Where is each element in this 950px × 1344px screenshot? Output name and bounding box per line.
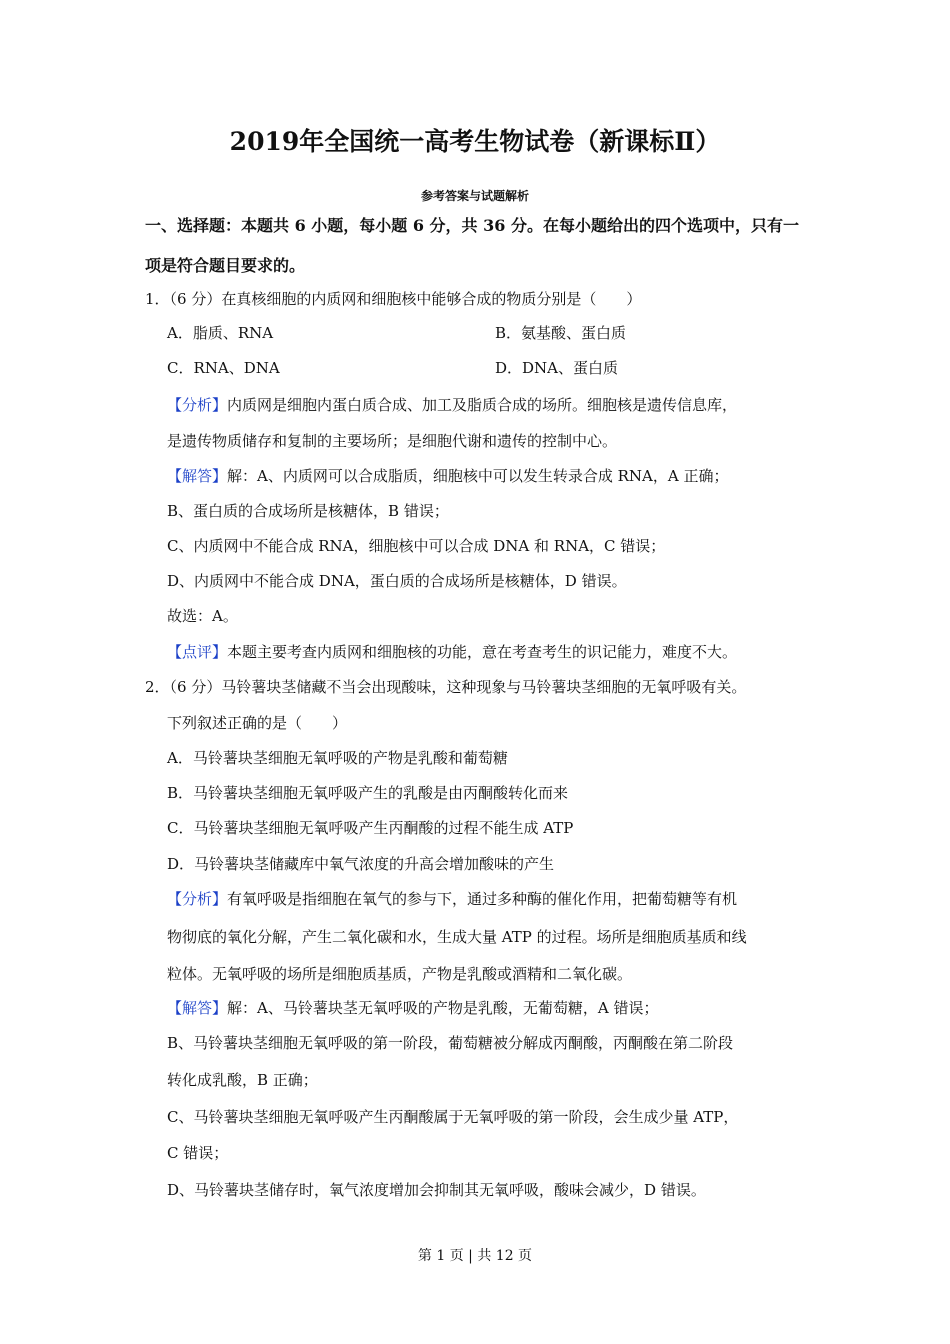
q2-option-c: C．马铃薯块茎细胞无氧呼吸产生丙酮酸的过程不能生成 ATP bbox=[167, 819, 574, 837]
q2-option-b: B．马铃薯块茎细胞无氧呼吸产生的乳酸是由丙酮酸转化而来 bbox=[167, 784, 569, 802]
q1-comment-text: 本题主要考查内质网和细胞核的功能，意在考查考生的识记能力，难度不大。 bbox=[227, 643, 738, 661]
q1-comment-line bbox=[167, 642, 737, 662]
q1-answer-text-1: 解：A、内质网可以合成脂质，细胞核中可以发生转录合成 RNA，A 正确； bbox=[227, 467, 729, 485]
q2-analysis-line-3: 粒体。无氧呼吸的场所是细胞质基质，产物是乳酸或酒精和二氧化碳。 bbox=[167, 965, 633, 983]
q1-option-b: B．氨基酸、蛋白质 bbox=[495, 324, 627, 342]
q1-analysis-line-2: 是遗传物质储存和复制的主要场所；是细胞代谢和遗传的控制中心。 bbox=[167, 432, 618, 450]
q1-answer-tag: 【解答】 bbox=[167, 467, 228, 485]
q1-stem: 1．（6 分）在真核细胞的内质网和细胞核中能够合成的物质分别是（ ） bbox=[145, 290, 642, 308]
q2-analysis-tag: 【分析】 bbox=[167, 890, 228, 908]
q1-answer-line-3: C、内质网中不能合成 RNA，细胞核中可以合成 DNA 和 RNA，C 错误； bbox=[167, 537, 666, 555]
q2-answer-line-5: C 错误； bbox=[167, 1144, 229, 1162]
section-header-line-2: 项是符合题目要求的。 bbox=[145, 256, 306, 275]
q2-answer-line-1 bbox=[167, 998, 658, 1018]
q1-answer-line-4: D、内质网中不能合成 DNA，蛋白质的合成场所是核糖体，D 错误。 bbox=[167, 572, 627, 590]
q2-answer-line-2: B、马铃薯块茎细胞无氧呼吸的第一阶段，葡萄糖被分解成丙酮酸，丙酮酸在第二阶段 bbox=[167, 1034, 734, 1052]
q1-option-d: D．DNA、蛋白质 bbox=[495, 359, 619, 377]
q1-answer-line-1 bbox=[167, 466, 728, 486]
q1-analysis-tag: 【分析】 bbox=[167, 396, 228, 414]
q1-analysis-text-1: 内质网是细胞内蛋白质合成、加工及脂质合成的场所。细胞核是遗传信息库， bbox=[227, 396, 738, 414]
q1-option-c: C．RNA、DNA bbox=[167, 359, 280, 377]
q2-analysis-line-1 bbox=[167, 889, 737, 909]
page-subtitle: 参考答案与试题解析 bbox=[420, 189, 529, 203]
q2-analysis-line-2: 物彻底的氧化分解，产生二氧化碳和水，生成大量 ATP 的过程。场所是细胞质基质和线 bbox=[167, 928, 747, 946]
q2-answer-tag: 【解答】 bbox=[167, 999, 228, 1017]
q2-option-a: A．马铃薯块茎细胞无氧呼吸的产物是乳酸和葡萄糖 bbox=[167, 749, 508, 767]
q2-answer-text-1: 解：A、马铃薯块茎无氧呼吸的产物是乳酸，无葡萄糖，A 错误； bbox=[227, 999, 659, 1017]
q1-answer-line-5: 故选：A。 bbox=[167, 607, 238, 625]
page-footer: 第 1 页 | 共 12 页 bbox=[417, 1248, 533, 1264]
q2-stem-line-2: 下列叙述正确的是（ ） bbox=[167, 714, 348, 732]
page-title: 2019年全国统一高考生物试卷（新课标Ⅱ） bbox=[229, 127, 721, 156]
q1-analysis-line-1 bbox=[167, 395, 737, 415]
q1-answer-line-2: B、蛋白质的合成场所是核糖体，B 错误； bbox=[167, 502, 449, 520]
q1-comment-tag: 【点评】 bbox=[167, 643, 228, 661]
section-header-line-1: 一、选择题：本题共 6 小题，每小题 6 分，共 36 分。在每小题给出的四个选项中，只有一 bbox=[145, 216, 799, 235]
q2-answer-line-3: 转化成乳酸，B 正确； bbox=[167, 1071, 318, 1089]
q2-stem-line-1: 2．（6 分）马铃薯块茎储藏不当会出现酸味，这种现象与马铃薯块茎细胞的无氧呼吸有关。 bbox=[145, 678, 747, 696]
q2-analysis-text-1: 有氧呼吸是指细胞在氧气的参与下，通过多种酶的催化作用，把葡萄糖等有机 bbox=[227, 890, 738, 908]
q2-answer-line-4: C、马铃薯块茎细胞无氧呼吸产生丙酮酸属于无氧呼吸的第一阶段，会生成少量 ATP， bbox=[167, 1108, 739, 1126]
q2-answer-line-6: D、马铃薯块茎储存时，氧气浓度增加会抑制其无氧呼吸，酸味会减少，D 错误。 bbox=[167, 1181, 706, 1199]
q2-option-d: D．马铃薯块茎储藏库中氧气浓度的升高会增加酸味的产生 bbox=[167, 855, 555, 873]
q1-option-a: A．脂质、RNA bbox=[167, 324, 274, 342]
